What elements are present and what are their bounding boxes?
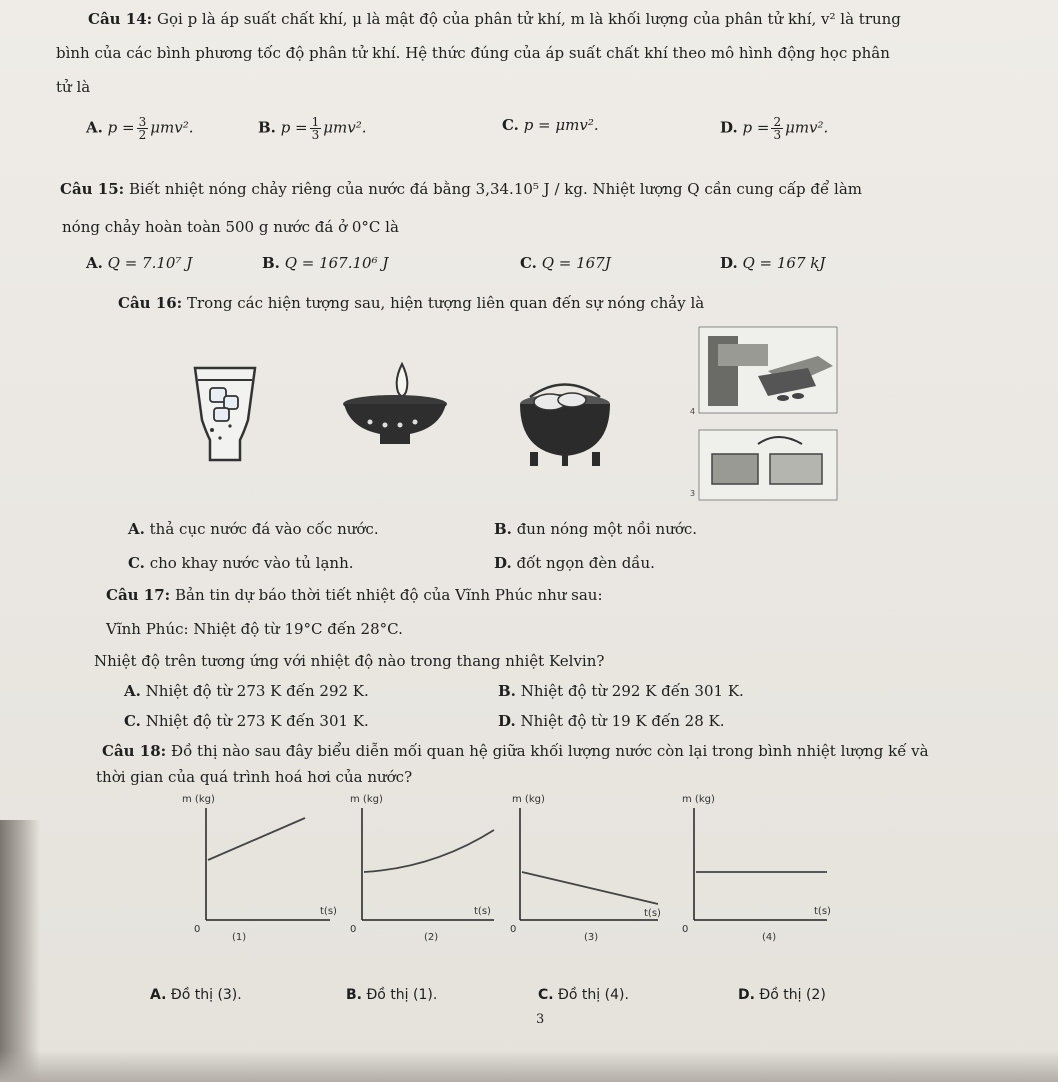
q16-option-a-text: thả cục nước đá vào cốc nước. <box>149 520 379 538</box>
graph-3 <box>508 790 668 950</box>
graph-2-caption: (2) <box>424 932 439 943</box>
q14-option-d[interactable] <box>720 116 828 141</box>
q15-stem-line1: Biết nhiệt nóng chảy riêng của nước đá bằng 3,34.10⁵ J / kg. Nhiệt lượng Q cần cung cấp để làm <box>128 180 862 198</box>
graph-4-caption: (4) <box>762 932 777 943</box>
q15-option-c[interactable] <box>520 254 611 272</box>
pot-illustration <box>510 372 620 472</box>
q15-option-b[interactable] <box>262 254 388 272</box>
q14-stem-line2: bình của các bình phương tốc độ phân tử khí. Hệ thức đúng của áp suất chất khí theo mô hình động học phân <box>56 44 890 62</box>
q14-option-d-num: 2 <box>773 115 782 129</box>
q15-option-b-text: Q = 167.10⁶ J <box>284 254 389 272</box>
q16-option-c-label: C. <box>128 554 145 572</box>
q15-option-c-text: Q = 167J <box>541 254 611 272</box>
graph-3-origin: 0 <box>510 924 517 935</box>
q14-option-a[interactable] <box>86 116 193 141</box>
q17-option-c-label: C. <box>124 712 141 730</box>
q18-option-a[interactable] <box>150 986 242 1004</box>
q15-title: Câu 15: <box>60 180 125 198</box>
q15-option-a-text: Q = 7.10⁷ J <box>107 254 193 272</box>
graph-2-ylabel: m (kg) <box>350 794 383 805</box>
illustration-label-3: 3 <box>690 489 696 498</box>
q14-title: Câu 14: <box>88 10 153 28</box>
q16-option-b[interactable] <box>494 520 697 538</box>
q18-stem-line1: Đồ thị nào sau đây biểu diễn mối quan hệ giữa khối lượng nước còn lại trong bình nhiệt lượng kế và <box>170 742 929 760</box>
q18-option-a-label: A. <box>150 987 167 1003</box>
q17-stem: Bản tin dự báo thời tiết nhiệt độ của Vĩnh Phúc như sau: <box>174 586 603 604</box>
q18-line1 <box>102 742 929 760</box>
q18-option-d[interactable] <box>738 986 826 1004</box>
q14-option-a-lhs: p = <box>107 118 135 137</box>
q14-stem-line1: Gọi p là áp suất chất khí, μ là mật độ của phân tử khí, m là khối lượng của phân tử khí, v² là trung <box>156 10 901 28</box>
graph-3-xlabel: t(s) <box>644 908 661 919</box>
q18-option-b-label: B. <box>346 987 362 1003</box>
graph-4-origin: 0 <box>682 924 689 935</box>
q14-option-b[interactable] <box>258 116 367 141</box>
q15-stem-line2: nóng chảy hoàn toàn 500 g nước đá ở 0°C là <box>62 218 399 236</box>
graph-3-ylabel: m (kg) <box>512 794 545 805</box>
q14-option-b-num: 1 <box>311 115 320 129</box>
q15-option-d[interactable] <box>720 254 825 272</box>
q14-option-d-den: 3 <box>773 128 782 142</box>
q16-option-b-label: B. <box>494 520 512 538</box>
q16-option-d-text: đốt ngọn đèn dầu. <box>516 554 655 572</box>
q14-option-d-fraction <box>771 116 783 141</box>
q15-option-d-text: Q = 167 kJ <box>742 254 826 272</box>
graph-2-origin: 0 <box>350 924 357 935</box>
graph-3-line <box>522 872 658 904</box>
graph-4-xlabel: t(s) <box>814 906 831 917</box>
q14-option-b-rhs: μmv². <box>323 118 367 137</box>
q17-question: Nhiệt độ trên tương ứng với nhiệt độ nào trong thang nhiệt Kelvin? <box>94 652 605 670</box>
graph-3-caption: (3) <box>584 932 599 943</box>
q17-forecast: Vĩnh Phúc: Nhiệt độ từ 19°C đến 28°C. <box>106 620 403 638</box>
q18-stem-line2: thời gian của quá trình hoá hơi của nước? <box>96 768 413 786</box>
q14-line1 <box>88 10 901 28</box>
q14-option-a-label: A. <box>86 118 103 137</box>
q17-option-d-text: Nhiệt độ từ 19 K đến 28 K. <box>520 712 725 730</box>
page-number: 3 <box>536 1012 545 1027</box>
q16-option-c[interactable] <box>128 554 354 572</box>
q14-option-c[interactable] <box>502 116 599 134</box>
graph-1-ylabel: m (kg) <box>182 794 215 805</box>
q18-option-d-text: Đồ thị (2) <box>759 987 826 1003</box>
q18-title: Câu 18: <box>102 742 167 760</box>
q16-option-d[interactable] <box>494 554 655 572</box>
q14-option-b-lhs: p = <box>280 118 308 137</box>
q14-option-d-rhs: μmv². <box>785 118 829 137</box>
refrigerator-tray-illustration <box>690 326 840 502</box>
q14-option-a-rhs: μmv². <box>150 118 194 137</box>
q15-option-a-label: A. <box>86 254 103 272</box>
q17-option-b-text: Nhiệt độ từ 292 K đến 301 K. <box>520 682 744 700</box>
q14-option-b-fraction <box>310 116 322 141</box>
graph-2-xlabel: t(s) <box>474 906 491 917</box>
q16-line <box>118 294 704 312</box>
graph-1-xlabel: t(s) <box>320 906 337 917</box>
q18-option-d-label: D. <box>738 987 755 1003</box>
q17-option-c[interactable] <box>124 712 369 730</box>
q17-option-d[interactable] <box>498 712 725 730</box>
q16-option-d-label: D. <box>494 554 512 572</box>
graph-1 <box>180 790 340 950</box>
q14-option-b-label: B. <box>258 118 276 137</box>
q15-option-a[interactable] <box>86 254 192 272</box>
q17-option-b[interactable] <box>498 682 744 700</box>
graph-1-caption: (1) <box>232 932 247 943</box>
page-shadow-bottom <box>0 1050 1058 1082</box>
graph-4 <box>672 790 832 950</box>
q14-option-c-label: C. <box>502 116 519 134</box>
q17-option-a-label: A. <box>124 682 141 700</box>
q14-option-a-fraction <box>137 116 149 141</box>
glass-with-ice-illustration <box>190 360 260 470</box>
q18-option-c-label: C. <box>538 987 554 1003</box>
q16-title: Câu 16: <box>118 294 183 312</box>
graph-1-origin: 0 <box>194 924 201 935</box>
q14-option-d-label: D. <box>720 118 738 137</box>
q15-option-c-label: C. <box>520 254 537 272</box>
q17-option-c-text: Nhiệt độ từ 273 K đến 301 K. <box>145 712 369 730</box>
q16-option-c-text: cho khay nước vào tủ lạnh. <box>149 554 354 572</box>
q14-option-b-den: 3 <box>311 128 320 142</box>
q14-option-c-formula: p = μmv². <box>523 116 599 134</box>
graph-1-line <box>208 818 305 860</box>
q16-option-a[interactable] <box>128 520 379 538</box>
oil-lamp-illustration <box>340 362 450 452</box>
q17-option-b-label: B. <box>498 682 516 700</box>
q15-option-b-label: B. <box>262 254 280 272</box>
q17-option-a[interactable] <box>124 682 369 700</box>
q14-option-a-den: 2 <box>138 128 147 142</box>
q17-option-d-label: D. <box>498 712 516 730</box>
q18-option-b-text: Đồ thị (1). <box>366 987 438 1003</box>
q15-option-d-label: D. <box>720 254 738 272</box>
graph-2-curve <box>364 830 494 872</box>
q16-stem: Trong các hiện tượng sau, hiện tượng liên quan đến sự nóng chảy là <box>186 294 705 312</box>
page-shadow-left <box>0 820 40 1082</box>
q17-title: Câu 17: <box>106 586 171 604</box>
q18-option-a-text: Đồ thị (3). <box>170 987 242 1003</box>
q17-option-a-text: Nhiệt độ từ 273 K đến 292 K. <box>145 682 369 700</box>
q14-option-d-lhs: p = <box>742 118 770 137</box>
illustration-label-4: 4 <box>690 407 696 416</box>
q18-option-c[interactable] <box>538 986 629 1004</box>
q14-stem-line3: tử là <box>56 78 91 96</box>
graph-2 <box>344 790 504 950</box>
graph-4-ylabel: m (kg) <box>682 794 715 805</box>
q18-option-c-text: Đồ thị (4). <box>558 987 629 1003</box>
q17-line <box>106 586 603 604</box>
q14-option-a-num: 3 <box>138 115 147 129</box>
q15-line1 <box>60 180 862 198</box>
q16-option-b-text: đun nóng một nồi nước. <box>516 520 698 538</box>
q18-option-b[interactable] <box>346 986 437 1004</box>
q16-option-a-label: A. <box>128 520 145 538</box>
